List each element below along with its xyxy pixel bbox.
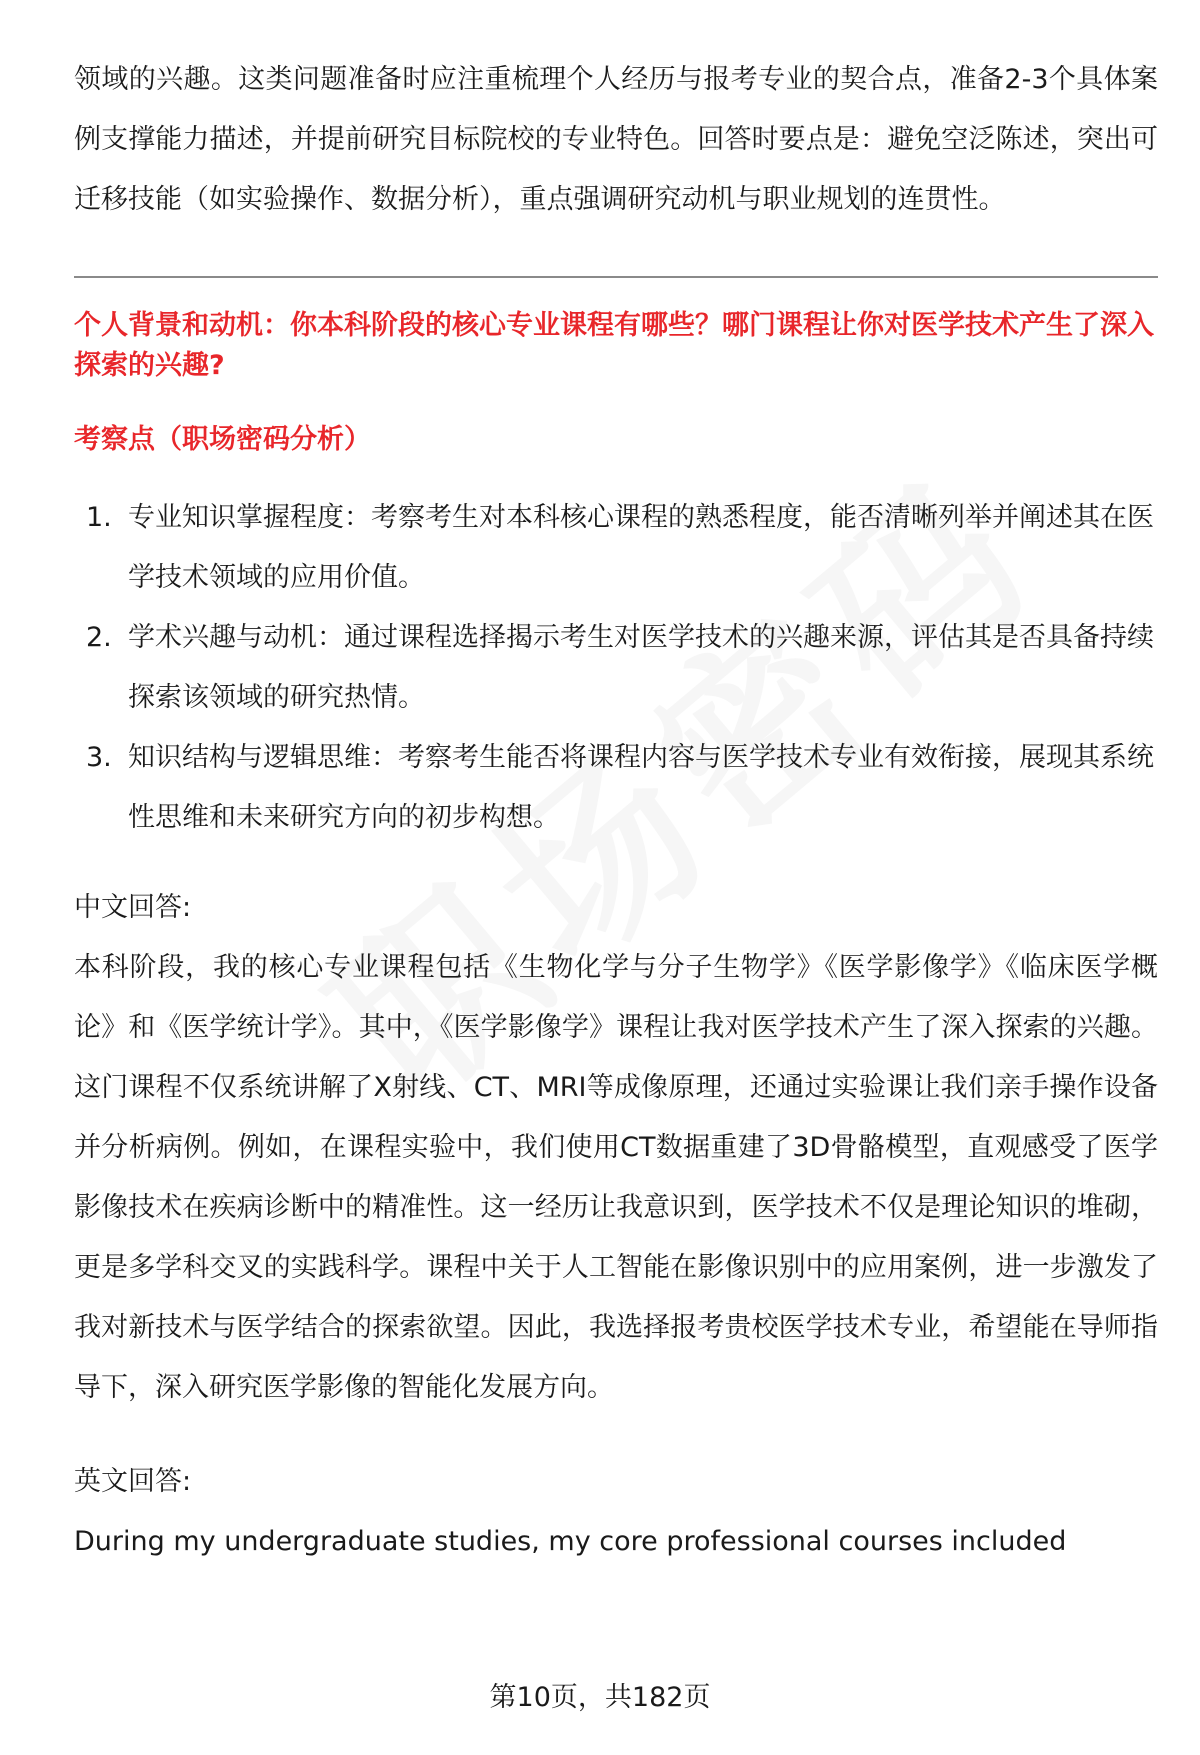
focus-point-item (74, 608, 1158, 728)
document-page (74, 50, 1158, 1572)
focus-point-text: 知识结构与逻辑思维：考察考生能否将课程内容与医学技术专业有效衔接，展现其系统性思维和未来研究方向的初步构想。 (128, 742, 1154, 833)
chinese-answer-label: 中文回答: (74, 892, 192, 923)
focus-point-item (74, 728, 1158, 848)
page-number-footer: 第10页，共182页 (489, 1682, 711, 1713)
english-answer-label: 英文回答: (74, 1466, 192, 1497)
intro-paragraph: 领域的兴趣。这类问题准备时应注重梳理个人经历与报考专业的契合点，准备2-3个具体案例支撑能力描述，并提前研究目标院校的专业特色。回答时要点是：避免空泛陈述，突出可迁移技能（如实验操作、数据分析），重点强调研究动机与职业规划的连贯性。 (74, 64, 1158, 215)
focus-points-list (74, 488, 1158, 848)
section-divider (74, 276, 1158, 278)
question-heading: 个人背景和动机：你本科阶段的核心专业课程有哪些？哪门课程让你对医学技术产生了深入探索的兴趣? (74, 310, 1154, 381)
focus-point-text: 专业知识掌握程度：考察考生对本科核心课程的熟悉程度，能否清晰列举并阐述其在医学技术领域的应用价值。 (128, 502, 1154, 593)
focus-point-number: 1. (86, 502, 112, 533)
focus-point-number: 2. (86, 622, 112, 653)
focus-point-number: 3. (86, 742, 112, 773)
focus-point-text: 学术兴趣与动机：通过课程选择揭示考生对医学技术的兴趣来源，评估其是否具备持续探索该领域的研究热情。 (128, 622, 1154, 713)
focus-points-title: 考察点（职场密码分析） (74, 424, 371, 455)
english-answer-text: During my undergraduate studies, my core professional courses included (74, 1526, 1067, 1557)
focus-point-item (74, 488, 1158, 608)
chinese-answer-text: 本科阶段，我的核心专业课程包括《生物化学与分子生物学》《医学影像学》《临床医学概论》和《医学统计学》。其中，《医学影像学》课程让我对医学技术产生了深入探索的兴趣。这门课程不仅系统讲解了X射线、CT、MRI等成像原理，还通过实验课让我们亲手操作设备并分析病例。例如，在课程实验中，我们使用CT数据重建了3D骨骼模型，直观感受了医学影像技术在疾病诊断中的精准性。这一经历让我意识到，医学技术不仅是理论知识的堆砌，更是多学科交叉的实践科学。课程中关于人工智能在影像识别中的应用案例，进一步激发了我对新技术与医学结合的探索欲望。因此，我选择报考贵校医学技术专业，希望能在导师指导下，深入研究医学影像的智能化发展方向。 (74, 952, 1158, 1403)
